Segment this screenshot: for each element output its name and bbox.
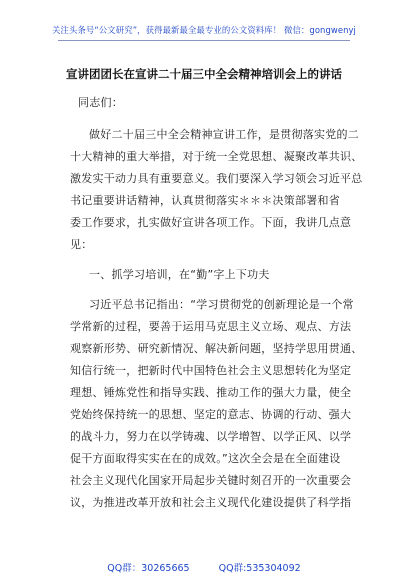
body-line: 社会主义现代化国家开局起步关键时刻召开的一次重要会: [70, 474, 352, 487]
section-heading: 一、抓学习培训，在“勤”字上下功夫: [89, 268, 270, 281]
body-line: 知信行统一，把新时代中国特色社会主义思想转化为坚定: [70, 364, 352, 377]
body-line: 学常新的过程，要善于运用马克思主义立场、观点、方法: [70, 320, 352, 333]
document-title: 宣讲团团长在宣讲二十届三中全会精神培训会上的讲话: [66, 67, 342, 81]
header-divider: [58, 40, 350, 41]
header-banner: 关注头条号“公文研究”，获得最新最全最专业的公文资料库！ 微信：gongwenyj: [52, 25, 356, 35]
body-line: 习近平总书记指出：“学习贯彻党的创新理论是一个常: [89, 298, 354, 311]
body-line: 的战斗力，努力在以学铸魂、以学增智、以学正风、以学: [70, 430, 352, 443]
body-line: 见：: [70, 238, 93, 251]
footer-contacts: [0, 560, 408, 574]
body-line: 理想、锤炼党性和指导实践、推动工作的强大力量，使全: [70, 386, 352, 399]
footer-qq-group-2: QQ群:535304092: [218, 563, 301, 574]
body-line: 十大精神的重大举措，对于统一全党思想、凝聚改革共识、: [70, 150, 363, 163]
body-line: 促干方面取得实实在在的成效。”这次全会是在全面建设: [70, 452, 341, 465]
body-line: 书记重要讲话精神，认真贯彻落实＊＊＊决策部署和省: [70, 194, 340, 207]
salutation: 同志们：: [78, 96, 123, 109]
body-line: 委工作要求，扎实做好宣讲各项工作。下面，我讲几点意: [70, 216, 352, 229]
footer-qq-group-1: QQ群：30265665: [107, 563, 190, 574]
body-line: 议，为推进改革开放和社会主义现代化建设提供了科学指: [70, 496, 352, 509]
body-line: 观察新形势、研究新情况、解决新问题，坚持学思用贯通、: [70, 342, 363, 355]
body-line: 激发实干动力具有重要意义。我们要深入学习领会习近平总: [70, 172, 363, 185]
body-line: 做好二十届三中全会精神宣讲工作，是贯彻落实党的二: [89, 128, 359, 141]
body-line: 党始终保持统一的思想、坚定的意志、协调的行动、强大: [70, 408, 352, 421]
